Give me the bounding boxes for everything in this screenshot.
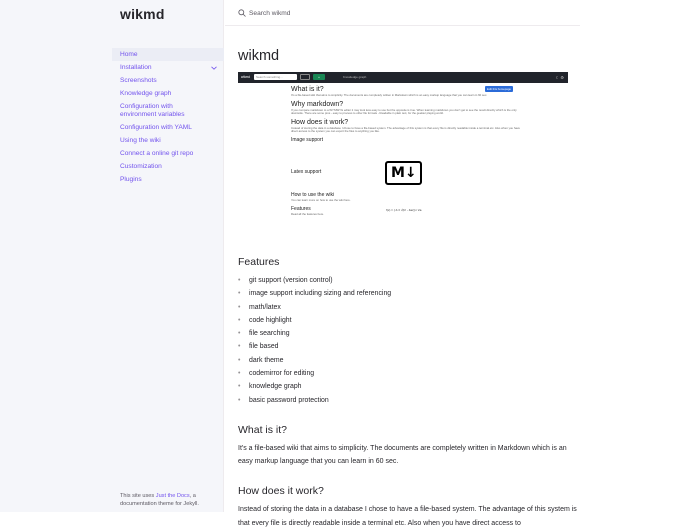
screenshot-heading: Features <box>291 205 311 212</box>
footer-suffix: , a documentation theme for Jekyll. <box>120 493 199 507</box>
how-does-it-work-text: Instead of storing the data in a database I chose to have a file-based system. The advantage of this system is that every file is directly readable inside a terminal etc. Also when you have direct access to <box>238 506 577 527</box>
screenshot-formula: f(x) = (-b ± √(b² - 4ac)) / 2a <box>386 208 422 212</box>
list-item: • basic password protection <box>238 394 578 407</box>
search-icon <box>238 9 246 17</box>
screenshot-content <box>291 86 523 216</box>
list-item: • file searching <box>238 327 578 340</box>
nav-item-home[interactable] <box>112 48 224 61</box>
list-item: • knowledge graph <box>238 380 578 393</box>
nav-item-label[interactable]: Customization <box>120 162 162 170</box>
screenshot-heading: Latex support <box>291 168 322 175</box>
site-title[interactable]: wikmd <box>120 6 165 22</box>
footer-theme-link[interactable]: Just the Docs <box>155 493 190 499</box>
list-item: • dark theme <box>238 354 578 367</box>
nav-item-config-yaml[interactable] <box>112 121 224 134</box>
footer-note <box>120 493 220 508</box>
nav-item-knowledge-graph[interactable] <box>112 87 224 100</box>
what-is-it-heading: What is it? <box>238 423 288 436</box>
screenshot-search: Search something... <box>254 74 297 80</box>
chevron-down-icon[interactable] <box>210 64 218 72</box>
nav-item-installation[interactable] <box>112 61 224 74</box>
nav-item-label[interactable]: Knowledge graph <box>120 89 172 97</box>
list-item: • image support including sizing and referencing <box>238 287 578 300</box>
list-item: • code highlight <box>238 314 578 327</box>
search-input[interactable] <box>249 7 449 19</box>
screenshot-graph-link: Knowledge graph <box>343 75 367 79</box>
features-list <box>238 274 578 407</box>
screenshot-heading: What is it? <box>291 86 324 93</box>
page-title: wikmd <box>238 48 280 64</box>
sidebar <box>0 0 224 512</box>
screenshot-text: Read all the features here. <box>291 211 324 216</box>
how-does-it-work-heading: How does it work? <box>238 485 324 498</box>
nav-item-label[interactable]: Using the wiki <box>120 136 161 144</box>
nav-item-label[interactable]: Screenshots <box>120 76 157 84</box>
list-item: • file based <box>238 340 578 353</box>
screenshot-search-button <box>300 74 310 80</box>
nav-item-label[interactable]: Connect a online git repo <box>120 149 194 157</box>
nav-item-label[interactable]: Installation <box>120 63 152 71</box>
nav-item-label[interactable]: Plugins <box>120 175 142 183</box>
nav-item-git-repo[interactable] <box>112 147 224 160</box>
main-content <box>238 48 578 530</box>
screenshot-brand: wikmd <box>241 75 251 79</box>
list-item: • math/latex <box>238 301 578 314</box>
screenshot-navbar <box>238 72 568 83</box>
screenshot-edit-button: Edit this homepage <box>485 86 513 92</box>
screenshot-theme-icons: ☾ ⚙ <box>555 75 564 80</box>
list-item: • codemirror for editing <box>238 367 578 380</box>
screenshot-heading: How does it work? <box>291 118 349 126</box>
wiki-screenshot-image <box>238 72 568 239</box>
nav-item-config-env[interactable] <box>112 100 224 121</box>
markdown-logo-icon: M↓ <box>385 161 422 185</box>
nav-item-plugins[interactable] <box>112 173 224 186</box>
search-header <box>225 0 580 26</box>
nav-item-label[interactable]: Configuration with environment variables <box>120 102 185 118</box>
screenshot-add-button: + <box>313 74 325 80</box>
screenshot-heading: Why markdown? <box>291 100 344 108</box>
nav-item-using-wiki[interactable] <box>112 134 224 147</box>
nav-item-label[interactable]: Configuration with YAML <box>120 123 192 131</box>
nav-item-label[interactable]: Home <box>120 50 138 58</box>
screenshot-text: Instead of storing the data in a database I chose to have a file-based system. The advantage of this system is that every file is directly readable inside a terminal etc. Also when you have direct access to the system you can export the files to anything you like. <box>291 125 520 134</box>
screenshot-heading: Image support <box>291 136 323 143</box>
screenshot-text: It's a file-based wiki that aims to simplicity. The documents are completely written in Markdown which is an easy markup language that you can learn in 60 sec. <box>291 93 488 97</box>
screenshot-text: You can learn more on how to use the wiki here. <box>291 197 351 202</box>
list-item: • git support (version control) <box>238 274 578 287</box>
screenshot-heading: How to use the wiki <box>291 191 335 198</box>
features-heading: Features <box>238 256 280 268</box>
what-is-it-text: It's a file-based wiki that aims to simplicity. The documents are completely written in Markdown which is an easy markup language that you can learn in 60 sec. <box>238 444 567 466</box>
nav-item-customization[interactable] <box>112 160 224 173</box>
screenshot-text: If you compare markdown to a WYSIWYG editor it may look less easy to use but the opposite is true. When learning markdown you don't get to see the result directly which is the only downside. There are some pros - easy to process to other file formats - Readable in plain text, for the geekier playing world. <box>291 107 517 116</box>
nav-item-screenshots[interactable] <box>112 74 224 87</box>
sidebar-nav <box>112 48 224 186</box>
footer-prefix: This site uses <box>120 493 156 499</box>
